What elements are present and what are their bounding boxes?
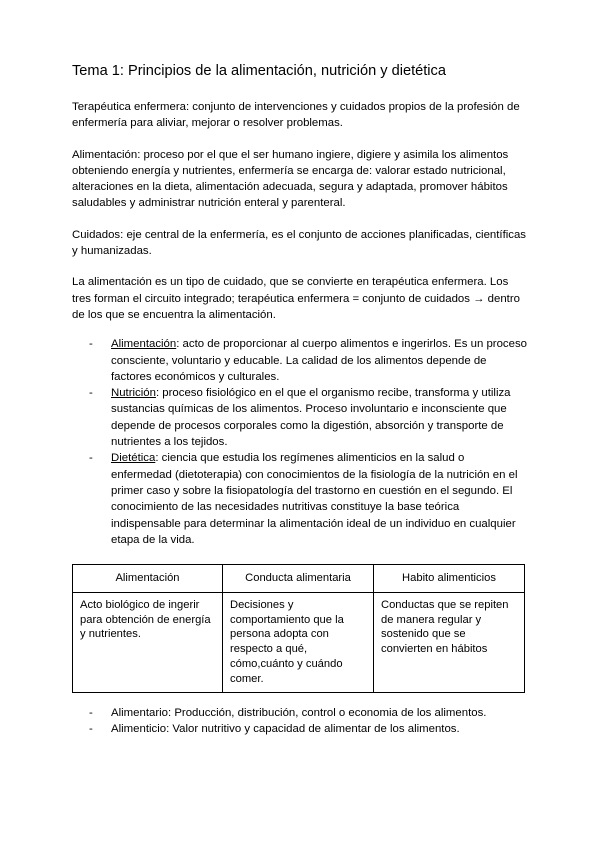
concepts-table (72, 564, 525, 693)
list-item (72, 705, 528, 721)
list-item-term: Nutrición (111, 387, 156, 400)
table-header-row (73, 565, 525, 593)
list-item-term: Alimentario (111, 706, 168, 719)
bullet-dash-icon: - (89, 722, 93, 735)
table-cell: Conductas que se repiten de manera regular y sostenido que se convierten en hábitos (374, 592, 525, 692)
bullet-dash-icon: - (89, 706, 93, 719)
list-item (72, 721, 528, 737)
list-item-term: Alimenticio (111, 722, 167, 735)
list-item-body: : Valor nutritivo y capacidad de alimentar de los alimentos. (166, 722, 460, 735)
paragraph-alimentacion: Alimentación: proceso por el que el ser humano ingiere, digiere y asimila los alimentos obteniendo energía y nutrientes, enfermería se encarga de: valorar estado nutricional, alteraciones en la dieta, alimentación adecuada, segura y adaptada, promover hábitos saludables y administrar nutrición enteral y parenteral. (72, 148, 509, 210)
bullet-dash-icon: - (89, 452, 93, 465)
list-item-body: : proceso fisiológico en el que el organismo recibe, transforma y utiliza sustancias químicas de los alimentos. Proceso involuntario e inconsciente que depende de procesos corporales como la digestión, absorción y transporte de nutrientes a los tejidos. (111, 387, 511, 449)
bullet-dash-icon: - (89, 387, 93, 400)
list-item-body: : ciencia que estudia los regímenes alimenticios en la salud o enfermedad (dietoterapia) con conocimientos de la fisiología de la nutrición en el primer caso y sobre la fisiopatología del trastorno en cuestión en el segundo. El conocimiento de las necesidades nutritivas constituye la base teórica indispensable para determinar la alimentación ideal de un individuo en cualquier etapa de la vida. (111, 452, 518, 546)
document-body (72, 62, 528, 737)
list-item-body: : Producción, distribución, control o economia de los alimentos. (167, 706, 487, 719)
table-row (73, 592, 525, 692)
page-title: Tema 1: Principios de la alimentación, nutrición y dietética (72, 63, 446, 79)
table-cell: Decisiones y comportamiento que la persona adopta con respecto a qué, cómo,cuánto y cuándo comer. (223, 592, 374, 692)
paragraph-cuidados: Cuidados: eje central de la enfermería, es el conjunto de acciones planificadas, científicas y humanizadas. (72, 228, 526, 258)
table-cell: Acto biológico de ingerir para obtención de energía y nutrientes. (73, 592, 223, 692)
table-header-cell: Conducta alimentaria (223, 565, 374, 593)
table-header-cell: Alimentación (73, 565, 223, 593)
definitions-list (72, 336, 528, 548)
bullet-dash-icon: - (89, 338, 93, 351)
list-item-term: Dietética (111, 452, 156, 465)
table-header-cell: Habito alimenticios (374, 565, 525, 593)
list-item-body: : acto de proporcionar al cuerpo alimentos e ingerirlos. Es un proceso consciente, voluntario y educable. La calidad de los alimentos depende de factores económicos y culturales. (111, 338, 527, 383)
paragraph-terapeutica: Terapéutica enfermera: conjunto de intervenciones y cuidados propios de la profesión de enfermería para aliviar, mejorar o resolver problemas. (72, 100, 520, 130)
paragraph-circuito: La alimentación es un tipo de cuidado, que se convierte en terapéutica enfermera. Los tres forman el circuito integrado; terapéutica enfermera = conjunto de cuidados → dentro de los que se encuentra la alimentación. (72, 276, 520, 321)
list-item (72, 450, 528, 548)
closing-list (72, 705, 528, 738)
list-item (72, 336, 528, 385)
list-item-term: Alimentación (111, 338, 177, 351)
list-item (72, 385, 528, 450)
